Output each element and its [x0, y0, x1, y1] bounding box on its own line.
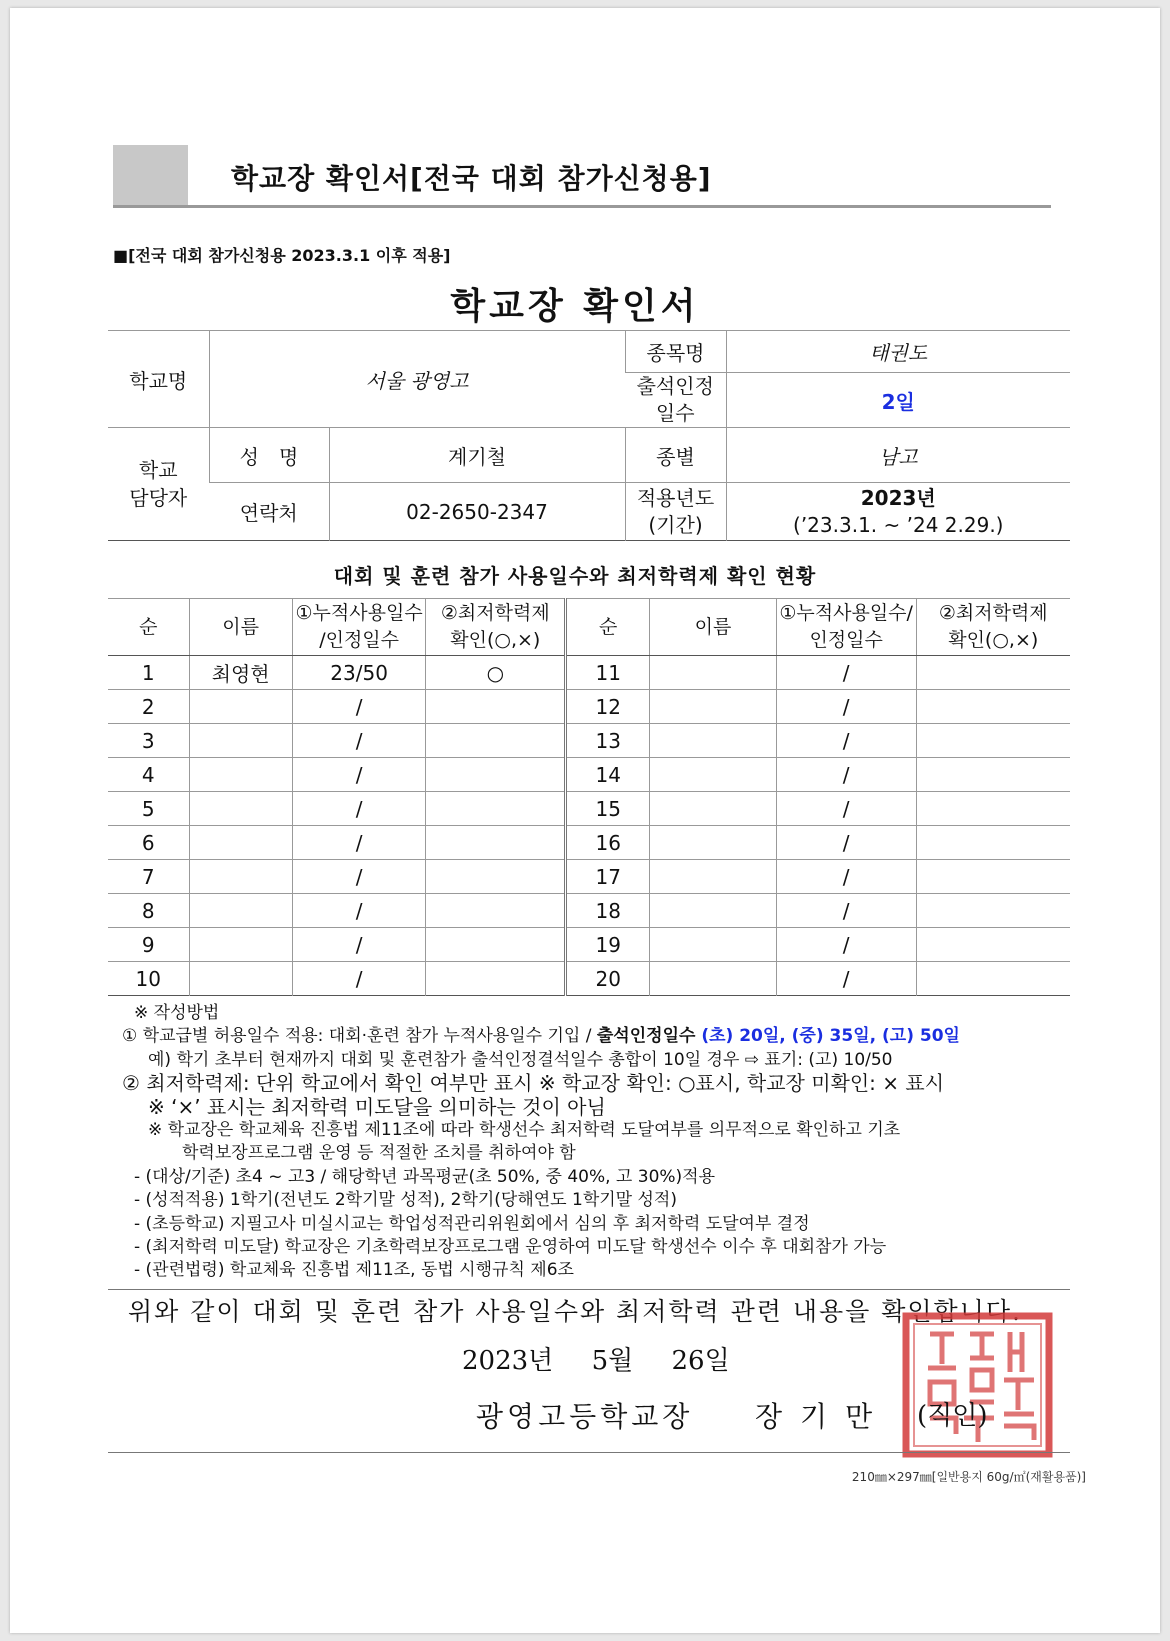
contact-label: 연락처	[209, 483, 329, 541]
row-check-right	[916, 758, 1070, 792]
title-gray-block	[113, 145, 188, 207]
row-days: /	[292, 758, 426, 792]
row-days: /	[292, 826, 426, 860]
row-check	[426, 690, 566, 724]
row-number: 8	[108, 894, 189, 928]
row-number-right: 13	[566, 724, 650, 758]
row-number: 9	[108, 928, 189, 962]
bullet-1: - (대상/기준) 초4 ~ 고3 / 해당학년 과목평균(초 50%, 중 40%, 고 30%)적용	[134, 1166, 716, 1187]
footer-note: 210㎜×297㎜[일반용지 60g/㎡(재활용품)]	[851, 1470, 1086, 1484]
row-days-right: /	[776, 656, 916, 690]
row-days-right: /	[776, 860, 916, 894]
row-days: /	[292, 860, 426, 894]
confirm-statement: 위와 같이 대회 및 훈련 참가 사용일수와 최저학력 관련 내용을 확인합니다.	[128, 1297, 1022, 1326]
summary-title: 대회 및 훈련 참가 사용일수와 최저학력제 확인 현황	[333, 564, 817, 588]
row-name	[189, 792, 292, 826]
table-row	[108, 894, 1070, 928]
participation-table	[108, 598, 1070, 996]
gender-value: 남고	[726, 428, 1070, 483]
row-name-right	[650, 792, 777, 826]
note-1-blue: (초) 20일, (중) 35일, (고) 50일	[701, 1026, 960, 1047]
table-row	[108, 724, 1070, 758]
row-number-right: 11	[566, 656, 650, 690]
table-row	[108, 690, 1070, 724]
year-cell	[726, 483, 1070, 541]
bullet-3: - (초등학교) 지필고사 미실시교는 학업성적관리위원회에서 심의 후 최저학력 도달여부 결정	[134, 1213, 810, 1234]
row-check	[426, 724, 566, 758]
row-check-right	[916, 690, 1070, 724]
row-name	[189, 860, 292, 894]
note-4a: ※ 학교장은 학교체육 진흥법 제11조에 따라 학생선수 최저학력 도달여부를 의무적으로 확인하고 기초	[148, 1120, 901, 1141]
header-days: ①누적사용일수 /인정일수	[292, 599, 426, 656]
row-check-right	[916, 860, 1070, 894]
row-name-right	[650, 826, 777, 860]
name-value: 계기철	[329, 428, 625, 483]
row-name-right	[650, 758, 777, 792]
row-name	[189, 826, 292, 860]
note-1	[122, 1025, 1082, 1048]
row-name	[189, 962, 292, 996]
row-check	[426, 758, 566, 792]
footer-rule	[108, 1452, 1070, 1453]
date-month: 5월	[591, 1346, 634, 1376]
sport-label: 종목명	[625, 331, 726, 373]
form-title: 학교장 확인서[전국 대회 참가신청용]	[231, 162, 712, 195]
row-number: 2	[108, 690, 189, 724]
table-row	[108, 656, 1070, 690]
row-check-right	[916, 656, 1070, 690]
row-days: 23/50	[292, 656, 426, 690]
table-row	[108, 928, 1070, 962]
row-name-right	[650, 894, 777, 928]
row-days-right: /	[776, 826, 916, 860]
row-number: 3	[108, 724, 189, 758]
row-number: 1	[108, 656, 189, 690]
row-name-right	[650, 962, 777, 996]
row-days-right: /	[776, 690, 916, 724]
note-1-text: ① 학교급별 허용일수 적용: 대회·훈련 참가 누적사용일수 기입 /	[122, 1026, 597, 1047]
row-days: /	[292, 724, 426, 758]
note-4b: 학력보장프로그램 운영 등 적절한 조치를 취하여야 함	[182, 1143, 576, 1164]
row-check-right	[916, 894, 1070, 928]
title-bar	[113, 145, 1051, 215]
table-row	[108, 826, 1070, 860]
row-check-right	[916, 792, 1070, 826]
notes-heading: ※ 작성방법	[134, 1003, 220, 1023]
row-days: /	[292, 792, 426, 826]
row-number-right: 14	[566, 758, 650, 792]
note-1-example: 예) 학기 초부터 현재까지 대회 및 훈련참가 출석인정결석일수 총합이 10일 경우 ⇨ 표기: (고) 10/50	[148, 1049, 893, 1070]
row-name	[189, 928, 292, 962]
table-row	[108, 758, 1070, 792]
attendance-value: 2일	[726, 373, 1070, 428]
row-number-right: 15	[566, 792, 650, 826]
note-3: ※ ‘×’ 표시는 최저학력 미도달을 의미하는 것이 아님	[148, 1094, 606, 1119]
row-check	[426, 928, 566, 962]
table-row	[108, 860, 1070, 894]
row-days-right: /	[776, 928, 916, 962]
row-number-right: 17	[566, 860, 650, 894]
row-days-right: /	[776, 724, 916, 758]
school-value: 서울 광영고	[209, 331, 625, 428]
row-number: 7	[108, 860, 189, 894]
contact-value: 02-2650-2347	[329, 483, 625, 541]
confirm-top-rule	[108, 1289, 1070, 1290]
signer-school: 광영고등학교장	[476, 1400, 694, 1433]
year-label: 적용년도 (기간)	[625, 483, 726, 541]
row-number-right: 12	[566, 690, 650, 724]
seal-label: (직인)	[917, 1401, 988, 1431]
row-days: /	[292, 962, 426, 996]
row-days-right: /	[776, 962, 916, 996]
school-label: 학교명	[108, 331, 209, 428]
row-name-right	[650, 928, 777, 962]
row-days-right: /	[776, 894, 916, 928]
official-seal-icon	[900, 1310, 1055, 1460]
row-check	[426, 860, 566, 894]
row-days-right: /	[776, 792, 916, 826]
row-number: 10	[108, 962, 189, 996]
row-name-right	[650, 690, 777, 724]
name-label: 성 명	[209, 428, 329, 483]
row-name	[189, 690, 292, 724]
row-name-right	[650, 860, 777, 894]
title-underline	[113, 205, 1051, 208]
sport-value: 태권도	[726, 331, 1070, 373]
row-check	[426, 792, 566, 826]
manager-label: 학교 담당자	[108, 428, 209, 541]
header-check: ②최저학력제 확인(○,×)	[426, 599, 566, 656]
note-2: ② 최저학력제: 단위 학교에서 확인 여부만 표시 ※ 학교장 확인: ○표시, 학교장 미확인: × 표시	[122, 1071, 945, 1096]
confirm-date	[462, 1340, 760, 1377]
row-name-right	[650, 656, 777, 690]
header-no: 순	[108, 599, 189, 656]
header-no-right: 순	[566, 599, 650, 656]
date-year: 2023년	[462, 1346, 554, 1376]
row-number-right: 20	[566, 962, 650, 996]
row-days-right: /	[776, 758, 916, 792]
writing-notes	[122, 1002, 1082, 1283]
table-row	[108, 792, 1070, 826]
row-check-right	[916, 962, 1070, 996]
row-name	[189, 894, 292, 928]
row-number: 6	[108, 826, 189, 860]
header-check-right: ②최저학력제 확인(○,×)	[916, 599, 1070, 656]
row-name: 최영현	[189, 656, 292, 690]
gender-label: 종별	[625, 428, 726, 483]
bullet-4: - (최저학력 미도달) 학교장은 기초학력보장프로그램 운영하여 미도달 학생선수 이수 후 대회참가 가능	[134, 1237, 887, 1258]
note-1-bold: 출석인정일수	[596, 1026, 702, 1047]
row-name	[189, 724, 292, 758]
bullet-2: - (성적적용) 1학기(전년도 2학기말 성적), 2학기(당해연도 1학기말 성적)	[134, 1190, 677, 1211]
header-name-right: 이름	[650, 599, 777, 656]
row-check-right	[916, 826, 1070, 860]
row-check	[426, 894, 566, 928]
row-number-right: 18	[566, 894, 650, 928]
row-name	[189, 758, 292, 792]
form-subtitle: ■[전국 대회 참가신청용 2023.3.1 이후 적용]	[113, 246, 451, 265]
row-check: ○	[426, 656, 566, 690]
row-number: 5	[108, 792, 189, 826]
row-number-right: 19	[566, 928, 650, 962]
row-days: /	[292, 928, 426, 962]
table-row	[108, 962, 1070, 996]
row-number-right: 16	[566, 826, 650, 860]
document-title: 학교장 확인서	[450, 286, 700, 327]
header-name: 이름	[189, 599, 292, 656]
row-check	[426, 962, 566, 996]
row-check-right	[916, 928, 1070, 962]
signer-name: 장기만	[755, 1400, 891, 1433]
row-name-right	[650, 724, 777, 758]
row-check	[426, 826, 566, 860]
row-days: /	[292, 894, 426, 928]
bullet-5: - (관련법령) 학교체육 진흥법 제11조, 동법 시행규칙 제6조	[134, 1260, 574, 1281]
row-check-right	[916, 724, 1070, 758]
header-days-right: ①누적사용일수/ 인정일수	[776, 599, 916, 656]
year-value: 2023년	[860, 485, 936, 510]
row-number: 4	[108, 758, 189, 792]
date-day: 26일	[671, 1346, 730, 1376]
year-period: (’23.3.1. ~ ’24 2.29.)	[793, 512, 1004, 537]
row-days: /	[292, 690, 426, 724]
info-table	[108, 330, 1070, 541]
attendance-label: 출석인정 일수	[625, 373, 726, 428]
